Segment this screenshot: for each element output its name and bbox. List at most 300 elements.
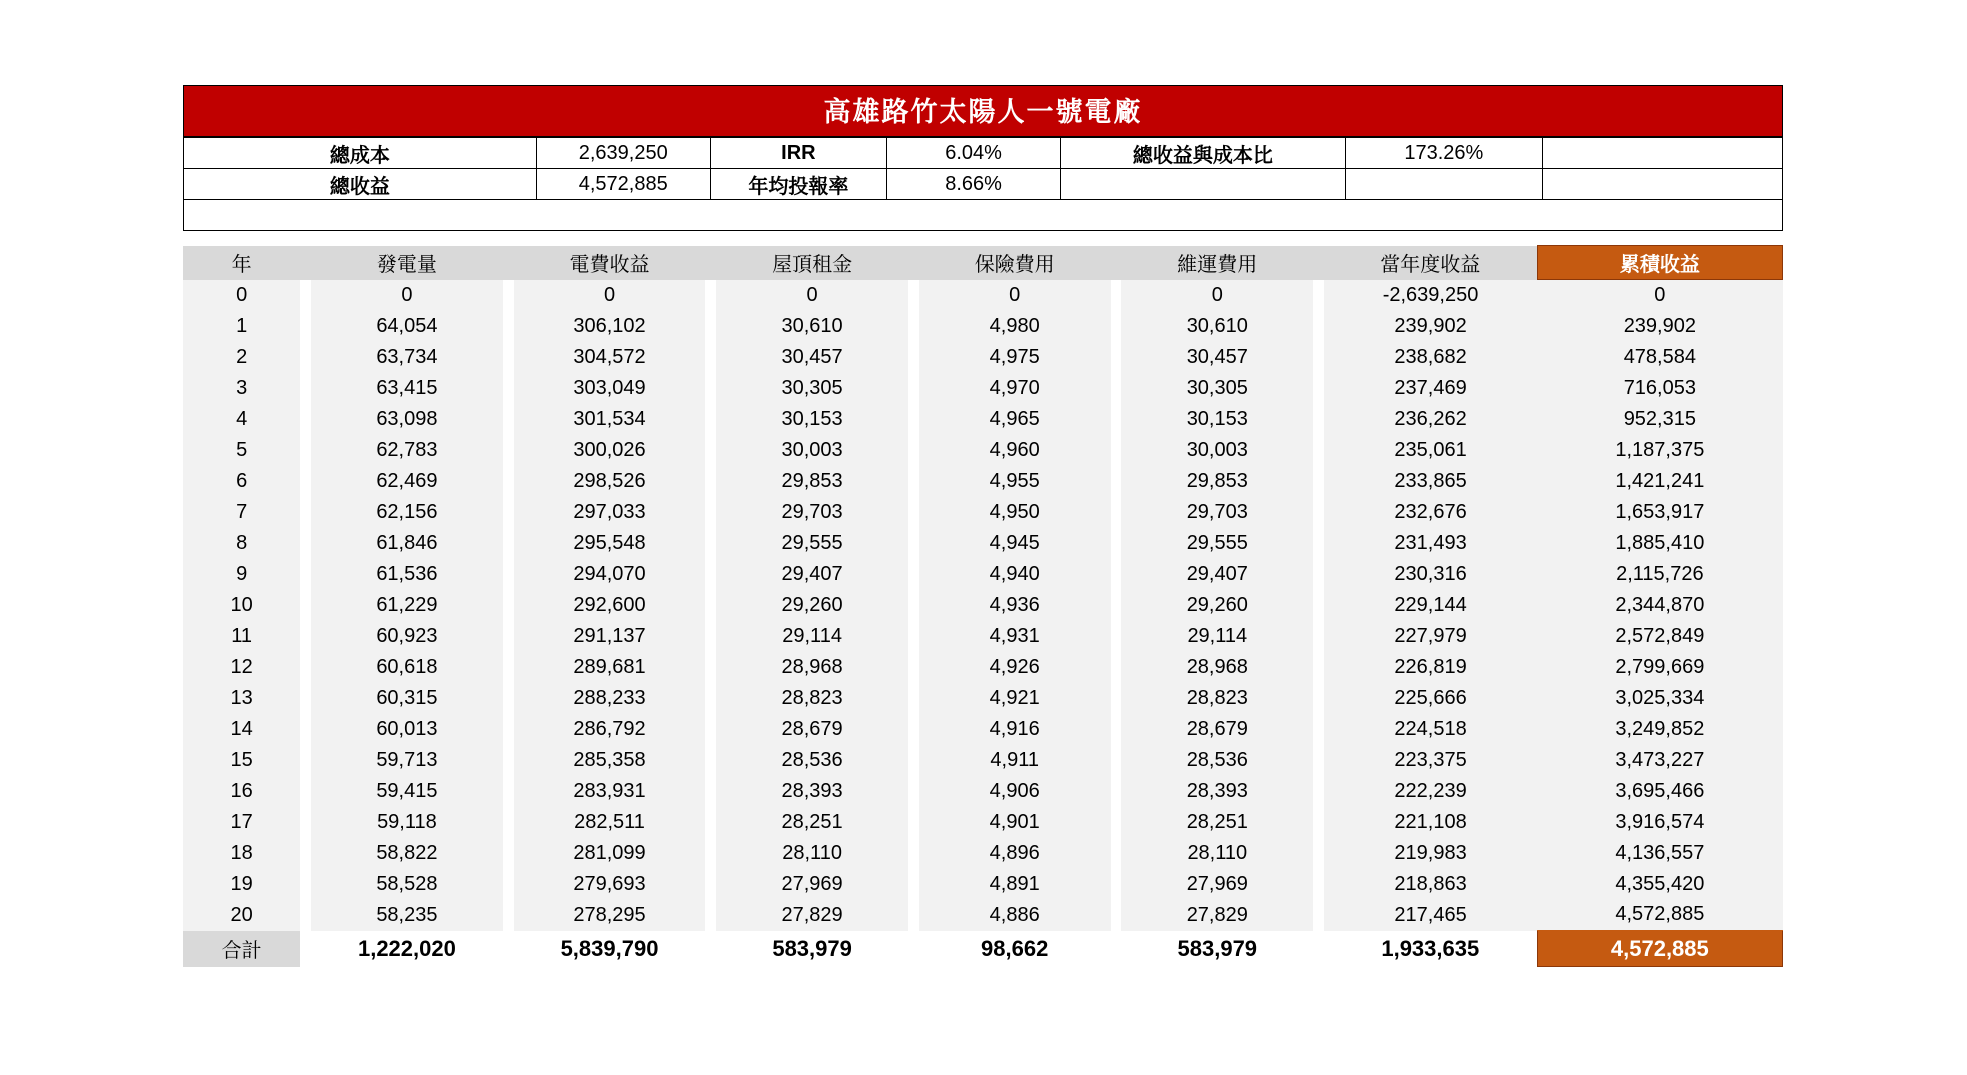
cell-generation: 60,618 [311,652,503,683]
cell-electricity-revenue: 298,526 [514,466,706,497]
cell-insurance: 4,936 [919,590,1111,621]
cell-generation: 60,923 [311,621,503,652]
summary-label-total-revenue: 總收益 [184,169,537,200]
cell-gutter [1111,559,1122,590]
cell-gutter [300,311,311,342]
summary-label-total-cost: 總成本 [184,138,537,169]
cell-electricity-revenue: 286,792 [514,714,706,745]
cell-gutter [1111,404,1122,435]
cell-generation: 63,734 [311,342,503,373]
cell-insurance: 4,911 [919,745,1111,776]
cell-gutter [1313,621,1324,652]
cell-gutter [1313,869,1324,900]
cell-roof-rent: 28,536 [716,745,908,776]
cell-gutter [908,900,919,931]
header-gutter [1313,246,1324,280]
summary-table [183,137,1783,231]
cell-electricity-revenue: 303,049 [514,373,706,404]
cell-gutter [300,931,311,967]
cell-gutter [1111,342,1122,373]
cell-annual-profit: 232,676 [1324,497,1537,528]
cell-insurance: 4,940 [919,559,1111,590]
summary-blank-cell-2 [1345,169,1543,200]
cell-roof-rent: 0 [716,280,908,311]
cell-maintenance: 28,968 [1121,652,1313,683]
cell-insurance: 4,960 [919,435,1111,466]
cell-gutter [1313,559,1324,590]
cell-gutter [300,373,311,404]
cell-maintenance: 30,610 [1121,311,1313,342]
cell-accumulated-profit: 1,885,410 [1537,528,1782,559]
column-header-year: 年 [183,246,300,280]
cell-roof-rent: 28,110 [716,838,908,869]
cell-insurance: 4,906 [919,776,1111,807]
cell-accumulated-profit: 3,916,574 [1537,807,1782,838]
cell-generation: 62,783 [311,435,503,466]
cell-gutter [1111,528,1122,559]
cell-gutter [503,528,514,559]
cell-gutter [1111,497,1122,528]
table-row [183,807,1783,838]
cell-roof-rent: 28,823 [716,683,908,714]
cell-insurance: 4,886 [919,900,1111,931]
cell-gutter [908,497,919,528]
cell-maintenance: 29,555 [1121,528,1313,559]
cell-maintenance: 28,110 [1121,838,1313,869]
cell-annual-profit: 218,863 [1324,869,1537,900]
cell-gutter [705,652,716,683]
cell-gutter [1111,435,1122,466]
summary-trailing-cell-1 [1543,138,1783,169]
table-row [183,683,1783,714]
cell-year: 14 [183,714,300,745]
cell-gutter [300,869,311,900]
summary-row [184,169,1783,200]
cell-gutter [300,559,311,590]
cell-gutter [705,311,716,342]
cell-year: 0 [183,280,300,311]
cell-electricity-revenue: 0 [514,280,706,311]
cell-annual-profit: 229,144 [1324,590,1537,621]
cell-insurance: 4,931 [919,621,1111,652]
total-electricity-revenue: 5,839,790 [514,931,706,967]
summary-spacer-cell [184,200,1783,231]
cell-insurance: 4,980 [919,311,1111,342]
column-header-insurance: 保險費用 [919,246,1111,280]
cell-roof-rent: 30,003 [716,435,908,466]
cell-gutter [300,807,311,838]
cell-electricity-revenue: 301,534 [514,404,706,435]
header-gutter [1111,246,1122,280]
cell-gutter [503,435,514,466]
cell-gutter [705,466,716,497]
cell-maintenance: 27,829 [1121,900,1313,931]
cell-gutter [705,435,716,466]
cell-roof-rent: 29,114 [716,621,908,652]
header-gutter [705,246,716,280]
cell-roof-rent: 29,260 [716,590,908,621]
cell-generation: 62,469 [311,466,503,497]
cell-gutter [1111,683,1122,714]
cell-gutter [1313,590,1324,621]
column-header-maintenance: 維運費用 [1121,246,1313,280]
cell-year: 9 [183,559,300,590]
cell-gutter [503,621,514,652]
cell-maintenance: 29,260 [1121,590,1313,621]
summary-value-total-cost: 2,639,250 [536,138,710,169]
cell-gutter [705,497,716,528]
cell-year: 16 [183,776,300,807]
table-header-row [183,246,1783,280]
cell-annual-profit: 237,469 [1324,373,1537,404]
header-gutter [908,246,919,280]
cell-gutter [908,435,919,466]
cell-gutter [1313,342,1324,373]
cell-roof-rent: 30,305 [716,373,908,404]
cell-gutter [908,714,919,745]
cell-generation: 64,054 [311,311,503,342]
summary-label-revenue-cost-ratio: 總收益與成本比 [1061,138,1346,169]
cell-gutter [300,683,311,714]
cell-gutter [503,373,514,404]
cell-maintenance: 28,679 [1121,714,1313,745]
cell-gutter [908,280,919,311]
cell-gutter [503,745,514,776]
cell-gutter [300,838,311,869]
cell-insurance: 4,921 [919,683,1111,714]
cell-year: 8 [183,528,300,559]
cell-gutter [300,714,311,745]
cell-gutter [908,342,919,373]
cell-gutter [908,838,919,869]
table-row [183,900,1783,931]
cell-year: 10 [183,590,300,621]
cell-gutter [503,497,514,528]
cell-accumulated-profit: 478,584 [1537,342,1782,373]
cell-maintenance: 29,853 [1121,466,1313,497]
cell-generation: 61,536 [311,559,503,590]
cell-maintenance: 0 [1121,280,1313,311]
cell-insurance: 4,901 [919,807,1111,838]
cell-gutter [1313,652,1324,683]
cell-gutter [1313,838,1324,869]
cell-gutter [1313,373,1324,404]
cell-insurance: 4,926 [919,652,1111,683]
cell-roof-rent: 29,407 [716,559,908,590]
cell-annual-profit: 219,983 [1324,838,1537,869]
cell-gutter [705,931,716,967]
cell-gutter [503,807,514,838]
cell-annual-profit: 222,239 [1324,776,1537,807]
cell-generation: 59,118 [311,807,503,838]
cell-annual-profit: 230,316 [1324,559,1537,590]
cell-accumulated-profit: 239,902 [1537,311,1782,342]
cell-maintenance: 28,536 [1121,745,1313,776]
cell-insurance: 4,916 [919,714,1111,745]
cell-gutter [1111,280,1122,311]
cell-accumulated-profit: 716,053 [1537,373,1782,404]
cell-insurance: 4,891 [919,869,1111,900]
cell-gutter [705,280,716,311]
cell-gutter [503,683,514,714]
cell-maintenance: 30,003 [1121,435,1313,466]
cell-insurance: 4,975 [919,342,1111,373]
cell-gutter [908,745,919,776]
cell-year: 1 [183,311,300,342]
cell-annual-profit: 235,061 [1324,435,1537,466]
cell-annual-profit: 224,518 [1324,714,1537,745]
cell-gutter [1111,714,1122,745]
cell-gutter [1313,683,1324,714]
cell-electricity-revenue: 283,931 [514,776,706,807]
cell-gutter [908,931,919,967]
cell-accumulated-profit: 1,653,917 [1537,497,1782,528]
cell-electricity-revenue: 285,358 [514,745,706,776]
cell-gutter [1313,528,1324,559]
cell-year: 11 [183,621,300,652]
cell-annual-profit: 236,262 [1324,404,1537,435]
total-label: 合計 [183,931,300,967]
cell-roof-rent: 28,968 [716,652,908,683]
cell-gutter [705,900,716,931]
cell-gutter [705,714,716,745]
summary-value-revenue-cost-ratio: 173.26% [1345,138,1543,169]
cell-electricity-revenue: 278,295 [514,900,706,931]
cell-annual-profit: 217,465 [1324,900,1537,931]
cell-gutter [1313,931,1324,967]
summary-label-irr: IRR [710,138,886,169]
cell-annual-profit: 225,666 [1324,683,1537,714]
cell-generation: 63,098 [311,404,503,435]
cell-generation: 58,822 [311,838,503,869]
cell-gutter [300,900,311,931]
table-total-row [183,931,1783,967]
cell-year: 2 [183,342,300,373]
cell-electricity-revenue: 292,600 [514,590,706,621]
cell-roof-rent: 29,555 [716,528,908,559]
cell-generation: 59,415 [311,776,503,807]
total-accumulated-profit: 4,572,885 [1537,931,1782,967]
cell-gutter [908,807,919,838]
total-insurance: 98,662 [919,931,1111,967]
cell-gutter [908,621,919,652]
cell-gutter [503,652,514,683]
cell-gutter [908,528,919,559]
cell-maintenance: 27,969 [1121,869,1313,900]
cell-gutter [503,342,514,373]
cell-year: 20 [183,900,300,931]
table-row [183,559,1783,590]
table-body [183,280,1783,967]
cell-roof-rent: 28,679 [716,714,908,745]
cell-gutter [503,900,514,931]
cell-annual-profit: 233,865 [1324,466,1537,497]
total-roof-rent: 583,979 [716,931,908,967]
summary-value-total-revenue: 4,572,885 [536,169,710,200]
cell-gutter [1111,838,1122,869]
cell-year: 3 [183,373,300,404]
cell-gutter [705,559,716,590]
cell-gutter [300,466,311,497]
cell-accumulated-profit: 2,115,726 [1537,559,1782,590]
cell-gutter [503,838,514,869]
cell-generation: 58,528 [311,869,503,900]
cell-gutter [705,404,716,435]
cell-insurance: 4,970 [919,373,1111,404]
table-row [183,373,1783,404]
cell-annual-profit: 223,375 [1324,745,1537,776]
cell-gutter [908,466,919,497]
cell-generation: 60,315 [311,683,503,714]
cell-gutter [908,311,919,342]
cell-gutter [1313,311,1324,342]
cell-generation: 60,013 [311,714,503,745]
cell-accumulated-profit: 2,344,870 [1537,590,1782,621]
cell-gutter [503,776,514,807]
cell-insurance: 4,945 [919,528,1111,559]
cell-year: 6 [183,466,300,497]
cell-gutter [300,590,311,621]
cell-accumulated-profit: 2,572,849 [1537,621,1782,652]
cell-maintenance: 30,457 [1121,342,1313,373]
cell-gutter [705,342,716,373]
cell-gutter [705,621,716,652]
cell-gutter [503,404,514,435]
cell-roof-rent: 28,393 [716,776,908,807]
cell-gutter [1313,714,1324,745]
cell-insurance: 4,896 [919,838,1111,869]
cell-annual-profit: 227,979 [1324,621,1537,652]
cell-gutter [705,745,716,776]
summary-blank-cell-1 [1061,169,1346,200]
cell-maintenance: 28,823 [1121,683,1313,714]
cell-roof-rent: 30,457 [716,342,908,373]
table-row [183,652,1783,683]
cell-gutter [908,683,919,714]
cell-roof-rent: 27,969 [716,869,908,900]
cell-gutter [300,621,311,652]
column-header-accumulated-profit: 累積收益 [1537,246,1782,280]
cell-gutter [503,590,514,621]
cell-maintenance: 28,393 [1121,776,1313,807]
cell-maintenance: 29,114 [1121,621,1313,652]
cell-roof-rent: 30,610 [716,311,908,342]
cell-gutter [908,869,919,900]
cell-year: 7 [183,497,300,528]
cell-year: 19 [183,869,300,900]
table-row [183,714,1783,745]
summary-value-avg-return: 8.66% [887,169,1061,200]
cell-roof-rent: 30,153 [716,404,908,435]
cell-accumulated-profit: 4,572,885 [1537,900,1782,931]
cell-gutter [1111,652,1122,683]
cell-gutter [1313,807,1324,838]
cell-gutter [1313,900,1324,931]
table-gap [183,231,1783,245]
cell-gutter [1111,311,1122,342]
cell-accumulated-profit: 952,315 [1537,404,1782,435]
cell-accumulated-profit: 3,249,852 [1537,714,1782,745]
cell-gutter [1111,621,1122,652]
cell-accumulated-profit: 1,421,241 [1537,466,1782,497]
cell-gutter [908,559,919,590]
cell-gutter [300,652,311,683]
cell-generation: 61,846 [311,528,503,559]
cell-accumulated-profit: 4,355,420 [1537,869,1782,900]
cell-gutter [503,280,514,311]
cell-generation: 61,229 [311,590,503,621]
cell-gutter [1111,776,1122,807]
total-maintenance: 583,979 [1121,931,1313,967]
cell-gutter [300,745,311,776]
cell-gutter [705,683,716,714]
cell-gutter [908,652,919,683]
cell-gutter [503,869,514,900]
total-generation: 1,222,020 [311,931,503,967]
cell-year: 18 [183,838,300,869]
cell-maintenance: 28,251 [1121,807,1313,838]
cell-maintenance: 29,703 [1121,497,1313,528]
cell-generation: 58,235 [311,900,503,931]
total-annual-profit: 1,933,635 [1324,931,1537,967]
cell-generation: 63,415 [311,373,503,404]
cell-roof-rent: 27,829 [716,900,908,931]
table-row [183,404,1783,435]
table-row [183,497,1783,528]
table-row [183,776,1783,807]
cell-generation: 59,713 [311,745,503,776]
cell-electricity-revenue: 295,548 [514,528,706,559]
cell-maintenance: 30,305 [1121,373,1313,404]
cell-gutter [908,776,919,807]
cell-gutter [705,776,716,807]
cell-year: 13 [183,683,300,714]
cell-gutter [1313,497,1324,528]
cell-gutter [300,776,311,807]
cell-annual-profit: 239,902 [1324,311,1537,342]
cell-maintenance: 30,153 [1121,404,1313,435]
cell-gutter [300,497,311,528]
cell-insurance: 0 [919,280,1111,311]
cell-insurance: 4,950 [919,497,1111,528]
cell-insurance: 4,965 [919,404,1111,435]
cell-gutter [908,590,919,621]
cell-gutter [1111,466,1122,497]
table-row [183,838,1783,869]
cell-electricity-revenue: 289,681 [514,652,706,683]
cell-accumulated-profit: 2,799,669 [1537,652,1782,683]
table-row [183,311,1783,342]
cell-gutter [1313,776,1324,807]
cell-annual-profit: 226,819 [1324,652,1537,683]
cell-gutter [1111,807,1122,838]
cell-accumulated-profit: 1,187,375 [1537,435,1782,466]
cell-year: 4 [183,404,300,435]
table-row [183,466,1783,497]
column-header-annual-profit: 當年度收益 [1324,246,1537,280]
cell-gutter [1111,900,1122,931]
cell-gutter [705,838,716,869]
cell-electricity-revenue: 291,137 [514,621,706,652]
column-header-generation: 發電量 [311,246,503,280]
cell-annual-profit: -2,639,250 [1324,280,1537,311]
cell-generation: 62,156 [311,497,503,528]
cell-accumulated-profit: 0 [1537,280,1782,311]
cell-insurance: 4,955 [919,466,1111,497]
cell-accumulated-profit: 3,695,466 [1537,776,1782,807]
cell-annual-profit: 238,682 [1324,342,1537,373]
cell-generation: 0 [311,280,503,311]
